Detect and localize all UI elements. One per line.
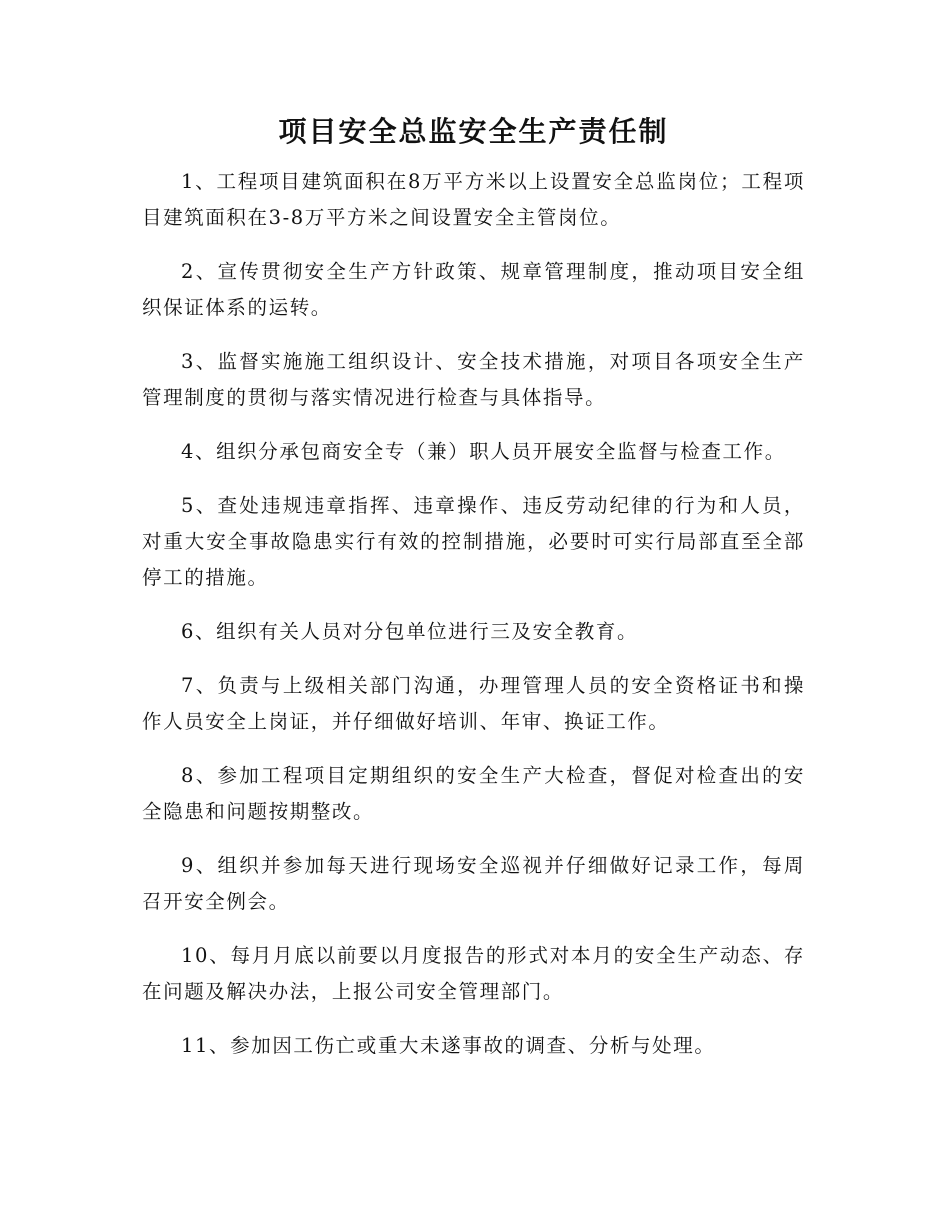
paragraph-11: 11、参加因工伤亡或重大未遂事故的调查、分析与处理。 [181, 1034, 716, 1057]
paragraph-1: 1、工程项目建筑面积在8万平方米以上设置安全总监岗位；工程项目建筑面积在3-8万平方米之间设置安全主管岗位。 [142, 170, 805, 229]
paragraph-2: 2、宣传贯彻安全生产方针政策、规章管理制度，推动项目安全组织保证体系的运转。 [142, 260, 805, 319]
paragraph-9: 9、组织并参加每天进行现场安全巡视并仔细做好记录工作，每周召开安全例会。 [142, 854, 805, 913]
paragraph-8: 8、参加工程项目定期组织的安全生产大检查，督促对检查出的安全隐患和问题按期整改。 [142, 764, 805, 823]
paragraph-4: 4、组织分承包商安全专（兼）职人员开展安全监督与检查工作。 [181, 440, 786, 463]
paragraph-3: 3、监督实施施工组织设计、安全技术措施，对项目各项安全生产管理制度的贯彻与落实情况进行检查与具体指导。 [142, 350, 805, 409]
document-title: 项目安全总监安全生产责任制 [278, 115, 669, 148]
paragraph-7: 7、负责与上级相关部门沟通，办理管理人员的安全资格证书和操作人员安全上岗证，并仔细做好培训、年审、换证工作。 [142, 674, 805, 733]
paragraph-10: 10、每月月底以前要以月度报告的形式对本月的安全生产动态、存在问题及解决办法，上报公司安全管理部门。 [142, 944, 805, 1003]
paragraph-5: 5、查处违规违章指挥、违章操作、违反劳动纪律的行为和人员，对重大安全事故隐患实行有效的控制措施，必要时可实行局部直至全部停工的措施。 [142, 494, 805, 589]
paragraph-6: 6、组织有关人员对分包单位进行三及安全教育。 [181, 620, 639, 643]
